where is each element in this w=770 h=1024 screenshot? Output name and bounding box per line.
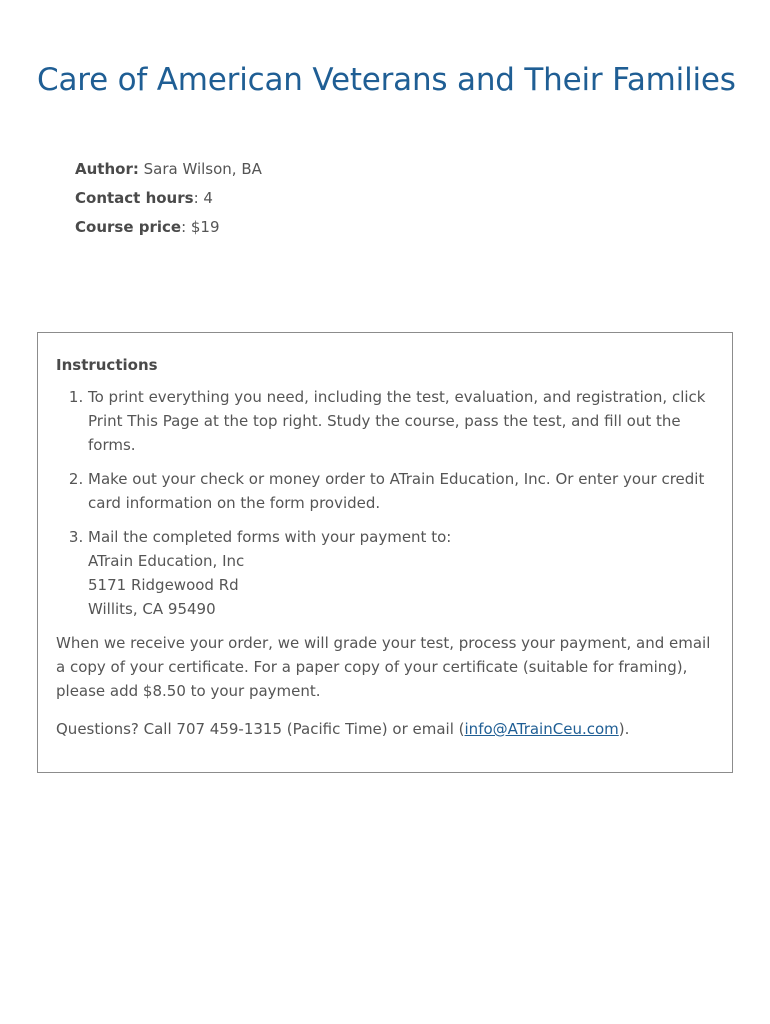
instruction-step-text: Mail the completed forms with your payment to:	[88, 528, 452, 546]
instruction-step-3	[88, 525, 714, 621]
address-line-3: Willits, CA 95490	[88, 600, 216, 618]
course-price-value: : $19	[181, 218, 220, 236]
questions-paragraph	[56, 717, 714, 741]
author-row	[75, 155, 262, 184]
instructions-heading: Instructions	[56, 356, 158, 374]
email-link[interactable]: info@ATrainCeu.com	[464, 720, 619, 738]
course-price-label: Course price	[75, 218, 182, 236]
contact-hours-row	[75, 184, 262, 213]
course-meta	[75, 155, 262, 242]
page-title: Care of American Veterans and Their Families	[37, 62, 736, 98]
instruction-step-text: Make out your check or money order to ATrain Education, Inc. Or enter your credit card information on the form provided.	[88, 470, 705, 512]
address-line-1: ATrain Education, Inc	[88, 552, 245, 570]
contact-hours-label: Contact hours	[75, 189, 194, 207]
instruction-step-2	[88, 467, 714, 515]
address-line-2: 5171 Ridgewood Rd	[88, 576, 239, 594]
instructions-box	[37, 332, 733, 773]
course-price-row	[75, 213, 262, 242]
author-value: Sara Wilson, BA	[138, 160, 262, 178]
contact-hours-value: : 4	[193, 189, 213, 207]
order-paragraph: When we receive your order, we will grade your test, process your payment, and email a copy of your certificate. For a paper copy of your certificate (suitable for framing), please add $8.50 to your payment.	[56, 634, 711, 700]
instruction-step-text: To print everything you need, including the test, evaluation, and registration, click Print This Page at the top right. Study the course, pass the test, and fill out the forms.	[88, 388, 706, 454]
instruction-step-1	[88, 385, 714, 457]
instructions-list	[56, 385, 714, 621]
questions-prefix: Questions? Call 707 459-1315 (Pacific Time) or email (	[56, 720, 465, 738]
questions-suffix: ).	[618, 720, 630, 738]
author-label: Author:	[75, 160, 139, 178]
